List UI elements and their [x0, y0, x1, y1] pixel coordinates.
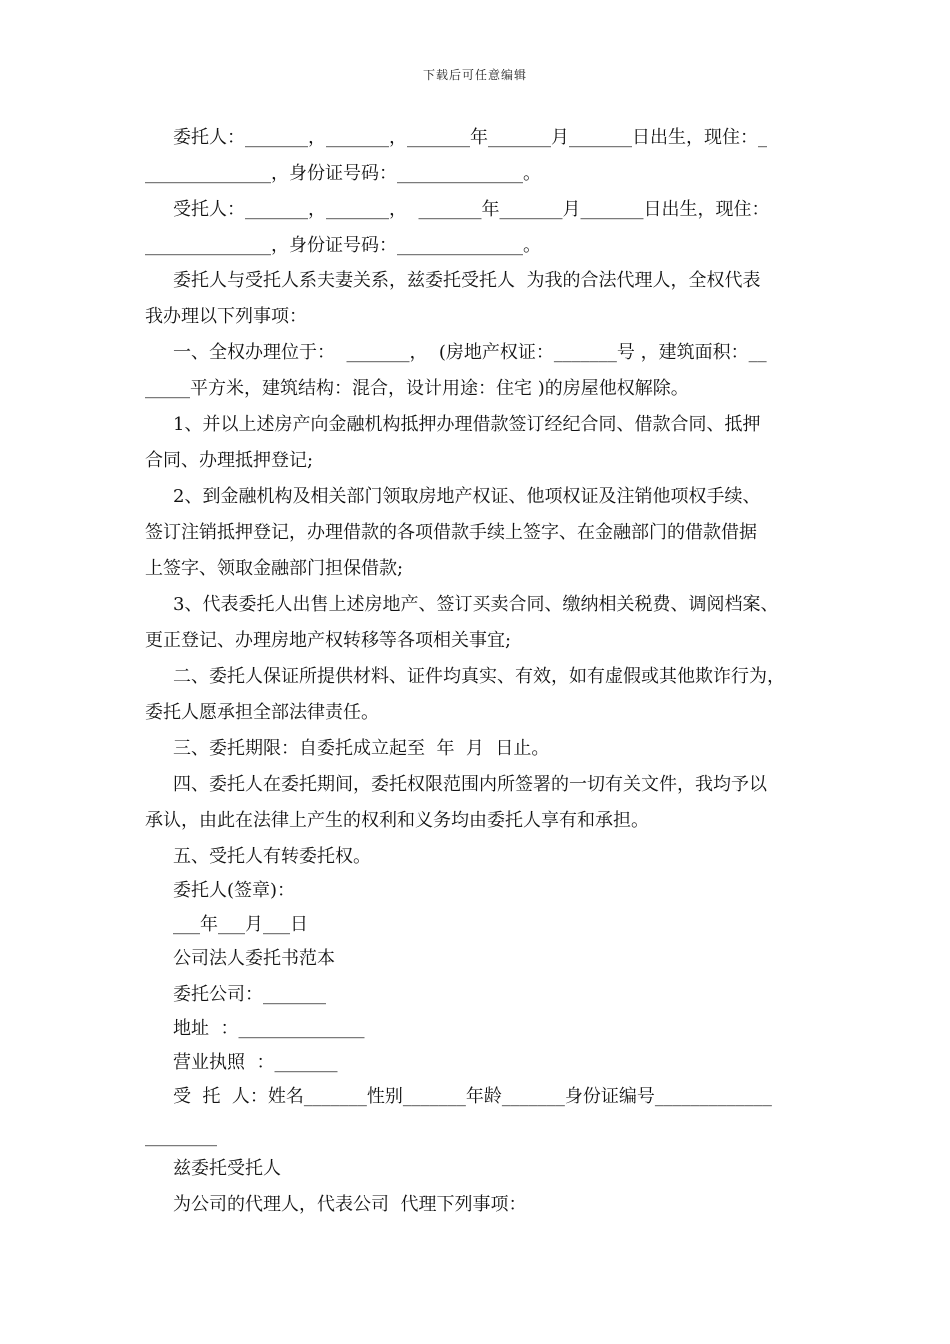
principal-signature-line: 委托人(签章)： — [173, 880, 296, 901]
item-two-line: 二、委托人保证所提供材料、证件均真实、有效，如有虚假或其他欺诈行为， — [173, 666, 785, 687]
clause-3-line: 3、代表委托人出售上述房地产、签订买卖合同、缴纳相关税费、调阅档案、 — [173, 594, 779, 615]
item-one-line: 一、全权办理位于： _______， (房地产权证：_______号 ，建筑面积：__ — [173, 342, 767, 363]
item-four-line-cont: 承认，由此在法律上产生的权利和义务均由委托人享有和承担。 — [145, 810, 649, 831]
clause-1-line: 1、并以上述房产向金融机构抵押办理借款签订经纪合同、借款合同、抵押 — [173, 414, 761, 435]
agent-details-line: 受 托 人：姓名_______性别_______年龄_______身份证编号_____________ — [173, 1086, 772, 1107]
item-three-line: 三、委托期限：自委托成立起至 年 月 日止。 — [173, 738, 550, 759]
clause-2-line-cont-2: 上签字、领取金融部门担保借款; — [145, 558, 404, 579]
agent-id-line: ______________，身份证号码：______________。 — [145, 235, 541, 256]
clause-2-line: 2、到金融机构及相关部门领取房地产权证、他项权证及注销他项权手续、 — [173, 486, 761, 507]
principal-info-line: 委托人：_______，_______，_______年_______月_______日出生，现住：_ — [173, 127, 767, 148]
item-four-line: 四、委托人在委托期间，委托权限范围内所签署的一切有关文件，我均予以 — [173, 774, 767, 795]
relationship-paragraph-cont: 我办理以下列事项： — [145, 306, 307, 327]
clause-1-line-cont: 合同、办理抵押登记; — [145, 450, 314, 471]
business-license-line: 营业执照 ：_______ — [173, 1052, 338, 1073]
clause-3-line-cont: 更正登记、办理房地产权转移等各项相关事宜; — [145, 630, 512, 651]
item-one-line-cont: _____平方米，建筑结构：混合，设计用途：住宅 )的房屋他权解除。 — [145, 378, 689, 399]
item-two-line-cont: 委托人愿承担全部法律责任。 — [145, 702, 379, 723]
agent-details-line-cont: ________ — [145, 1126, 217, 1147]
company-template-title: 公司法人委托书范本 — [173, 948, 335, 969]
page-header-note: 下载后可任意编辑 — [422, 68, 527, 82]
clause-2-line-cont: 签订注销抵押登记，办理借款的各项借款手续上签字、在金融部门的借款借据 — [145, 522, 757, 543]
entrusting-company-line: 委托公司：_______ — [173, 984, 326, 1005]
relationship-paragraph: 委托人与受托人系夫妻关系，兹委托受托人 为我的合法代理人，全权代表 — [173, 270, 761, 291]
agent-info-line: 受托人：_______，_______， _______年_______月_______日出生，现住： — [173, 199, 770, 220]
address-line: 地址 ：______________ — [173, 1018, 365, 1039]
entrust-agent-line: 兹委托受托人 — [173, 1158, 281, 1179]
company-agent-items-line: 为公司的代理人，代表公司 代理下列事项： — [173, 1194, 527, 1215]
item-five-line: 五、受托人有转委托权。 — [173, 846, 371, 867]
principal-id-line: ______________，身份证号码：______________。 — [145, 163, 541, 184]
signature-date-line: ___年___月___日 — [173, 914, 308, 935]
